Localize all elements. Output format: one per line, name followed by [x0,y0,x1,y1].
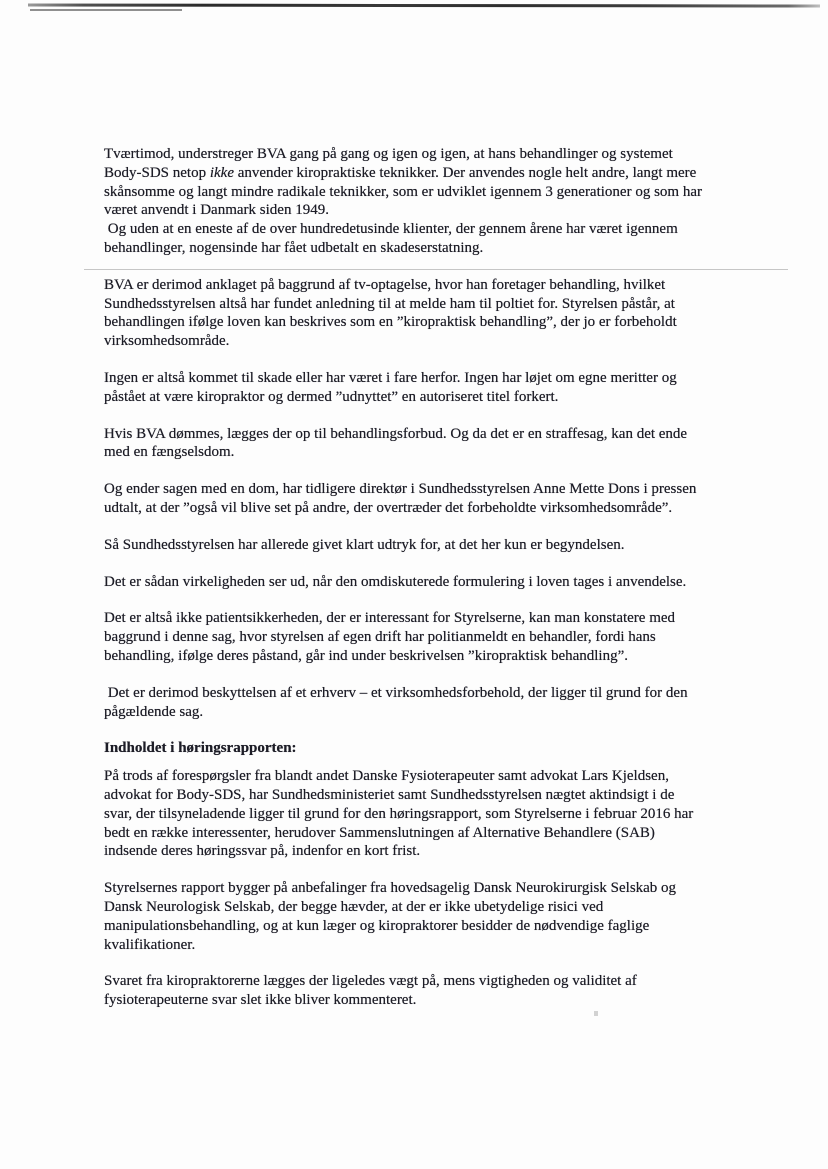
text-line: indsende deres høringssvar på, indenfor en kort frist. [104,843,421,860]
text-line: påstået at være kiropraktor og dermed ”udnyttet” en autoriseret titel forkert. [104,388,559,405]
text-line: behandling, ifølge deres påstand, går ind under beskrivelsen ”kiropraktisk behandling”. [104,647,629,664]
paragraph [104,145,728,258]
text-line: Svaret fra kiropraktorerne lægges der ligeledes vægt på, mens vigtigheden og validitet af [104,973,637,990]
text-line: behandlingen ifølge loven kan beskrives som en ”kiropraktisk behandling”, der jo er forbeholdt [104,314,677,331]
text-line: Det er derimod beskyttelsen af et erhverv – et virksomhedsforbehold, der ligger til grund for den [104,684,688,701]
text-line: Det er altså ikke patientsikkerheden, der er interessant for Styrelserne, kan man konstatere med [104,610,676,627]
text-line: Hvis BVA dømmes, lægges der op til behandlingsforbud. Og da det er en straffesag, kan det ende [104,425,688,442]
text-line: virksomhedsområde. [104,333,230,350]
paragraph [104,536,728,555]
text-line: behandlinger, nogensinde har fået udbetalt en skadeserstatning. [104,239,484,256]
text-line: Og uden at en eneste af de over hundredetusinde klienter, der gennem årene har været igennem [104,221,678,238]
text-line: fysioterapeuterne svar slet ikke bliver kommenteret. [104,992,417,1009]
text-line: Ingen er altså kommet til skade eller har været i fare herfor. Ingen har løjet om egne meritter og [104,369,677,386]
text-line: kvalifikationer. [104,936,196,953]
paragraph [104,276,728,351]
scan-artifact-top-line-secondary [30,9,182,11]
paragraph [104,767,728,861]
text-line: været anvendt i Danmark siden 1949. [104,202,329,219]
paragraph [104,684,728,722]
text-line: med en fængselsdom. [104,444,235,461]
text-line: pågældende sag. [104,703,204,720]
text-line: manipulationsbehandling, og at kun læger og kiropraktorer besidder de nødvendige faglige [104,917,650,934]
text-line: skånsomme og langt mindre radikale teknikker, som er udviklet igennem 3 generationer og som har [104,183,702,200]
paragraph [104,369,728,407]
text-line: advokat for Body-SDS, har Sundhedsministeriet samt Sundhedsstyrelsen nægtet aktindsigt i de [104,786,675,803]
scan-artifact-top-line [28,3,820,7]
text-line: Styrelsernes rapport bygger på anbefalinger fra hovedsagelig Dansk Neurokirurgisk Selskab og [104,880,677,897]
text-line: Det er sådan virkeligheden ser ud, når den omdiskuterede formulering i loven tages i anvendelse. [104,573,687,590]
document-content [104,145,728,1028]
paragraph [104,573,728,592]
paragraph [104,879,728,954]
text-line: Sundhedsstyrelsen altså har fundet anledning til at melde ham til poltiet for. Styrelsen påstår, at [104,295,675,312]
text-line: svar, der tilsyneladende ligger til grund for den høringsrapport, som Styrelserne i februar 2016 har [104,805,694,822]
paragraph [104,425,728,463]
text-line: Så Sundhedsstyrelsen har allerede givet klart udtryk for, at det her kun er begyndelsen. [104,536,625,553]
text-line: Body-SDS netop ikke anvender kiropraktiske teknikker. Der anvendes nogle helt andre, langt mere [104,164,697,181]
text-line: BVA er derimod anklaget på baggrund af tv-optagelse, hvor han foretager behandling, hvilket [104,276,666,293]
text-line: Og ender sagen med en dom, har tidligere direktør i Sundhedsstyrelsen Anne Mette Dons i pressen [104,481,697,498]
paragraph [104,609,728,665]
text-line: Dansk Neurologisk Selskab, der begge hævder, at der er ikke ubetydelige risici ved [104,898,604,915]
text-line: På trods af forespørgsler fra blandt andet Danske Fysioterapeuter samt advokat Lars Kjeldsen, [104,768,669,785]
paragraph [104,972,728,1010]
text-line: Indholdet i høringsrapporten: [104,740,297,757]
section-heading [104,739,728,758]
paragraph [104,480,728,518]
text-line: Tværtimod, understreger BVA gang på gang og igen og igen, at hans behandlinger og systemet [104,146,673,162]
text-line: baggrund i denne sag, hvor styrelsen af egen drift har politianmeldt en behandler, fordi hans [104,629,656,646]
text-line: bedt en række interessenter, herudover Sammenslutningen af Alternative Behandlere (SAB) [104,824,655,841]
text-line: udtalt, at der ”også vil blive set på andre, der overtræder det forbeholdte virksomhedsområde”. [104,499,673,516]
